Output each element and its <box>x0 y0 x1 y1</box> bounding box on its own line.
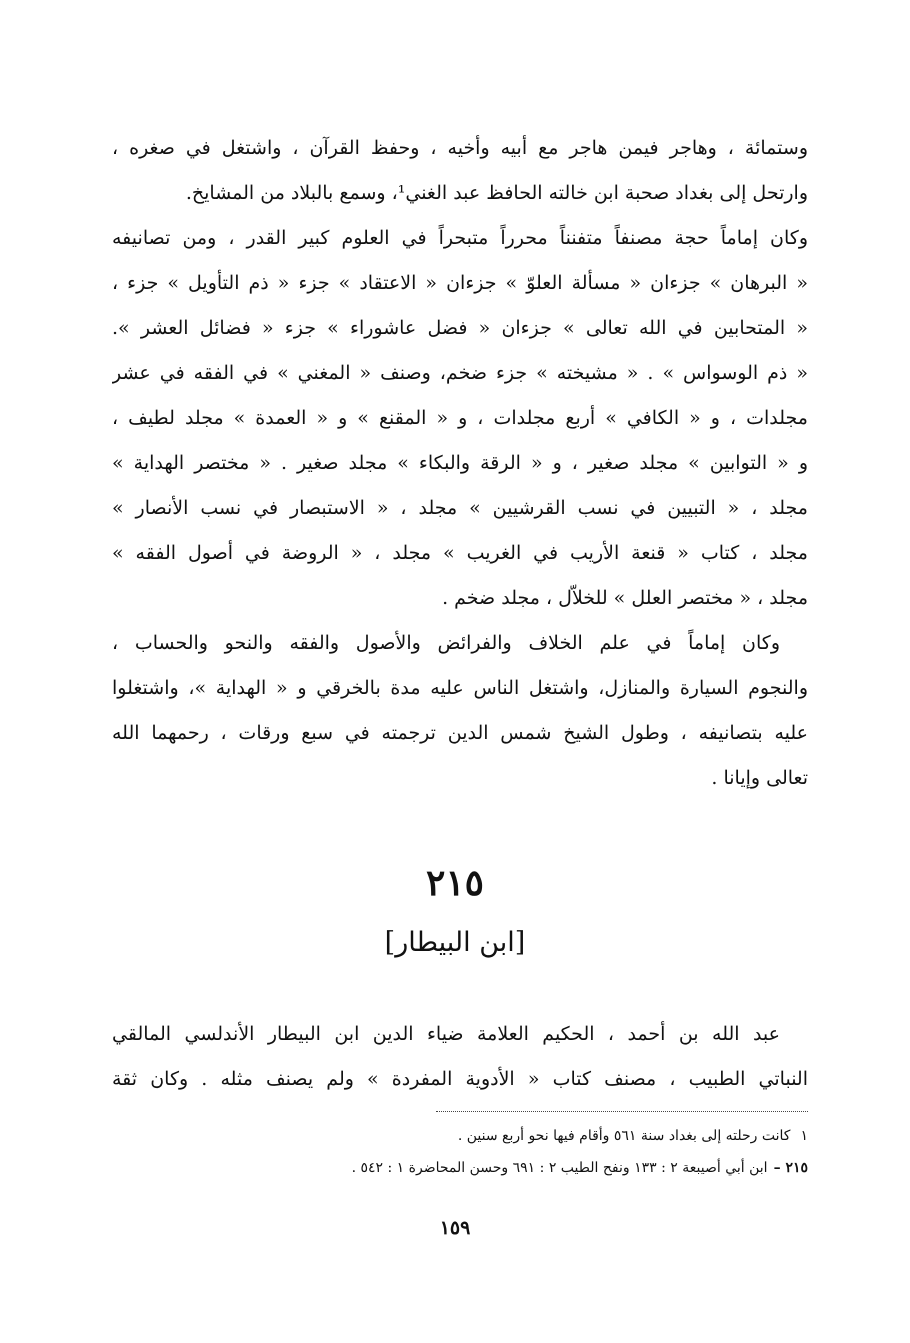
entry-title: [ابن البيطار] <box>384 927 526 958</box>
body-line: وكان إماماً في علم الخلاف والفرائض والأصول والفقه والنحو والحساب ، <box>112 632 780 654</box>
body-line: مجلد ، « مختصر العلل » للخلاّل ، مجلد ضخم . <box>442 587 808 609</box>
footnote-marker: ١ <box>800 1128 808 1144</box>
footnote-marker: ٢١٥ – <box>773 1160 808 1176</box>
body-line: « البرهان » جزءان « مسألة العلوّ » جزءان « الاعتقاد » جزء « ذم التأويل » جزء ، <box>112 272 808 294</box>
footnote <box>112 1120 808 1152</box>
body-text <box>112 126 808 801</box>
body-line: وكان إماماً حجة مصنفاً متفنناً محرراً متبحراً في العلوم كبير القدر ، ومن تصانيفه <box>112 227 808 249</box>
page-number: ١٥٩ <box>439 1217 471 1239</box>
footnote <box>112 1152 808 1184</box>
entry-line: النباتي الطبيب ، مصنف كتاب « الأدوية المفردة » ولم يصنف مثله . وكان ثقة <box>112 1068 808 1090</box>
body-line: عليه بتصانيفه ، وطول الشيخ شمس الدين ترجمته في سبع ورقات ، رحمهما الله <box>112 722 808 744</box>
body-line: وارتحل إلى بغداد صحبة ابن خالته الحافظ عبد الغني¹، وسمع بالبلاد من المشايخ. <box>185 182 808 204</box>
body-line: وستمائة ، وهاجر فيمن هاجر مع أبيه وأخيه ، وحفظ القرآن ، واشتغل في صغره ، <box>112 137 808 159</box>
footnotes <box>112 1120 808 1184</box>
footnote-text: كانت رحلته إلى بغداد سنة ٥٦١ وأقام فيها نحو أربع سنين . <box>457 1128 791 1144</box>
footnote-separator <box>436 1111 808 1112</box>
body-line: و « التوابين » مجلد صغير ، و « الرقة والبكاء » مجلد صغير . « مختصر الهداية » <box>112 452 808 474</box>
body-line: مجلد ، كتاب « قنعة الأريب في الغريب » مجلد ، « الروضة في أصول الفقه » <box>112 542 808 564</box>
body-line: « المتحابين في الله تعالى » جزءان « فضل عاشوراء » جزء « فضائل العشر ». <box>112 317 808 339</box>
entry-number: ٢١٥ <box>425 862 484 904</box>
entry-line: عبد الله بن أحمد ، الحكيم العلامة ضياء الدين ابن البيطار الأندلسي المالقي <box>112 1023 780 1045</box>
body-line: تعالى وإيانا . <box>711 767 808 789</box>
body-line: مجلد ، « التبيين في نسب القرشيين » مجلد ، « الاستبصار في نسب الأنصار » <box>112 497 808 519</box>
footnote-text: ابن أبي أصيبعة ٢ : ١٣٣ ونفح الطيب ٢ : ٦٩١ وحسن المحاضرة ١ : ٥٤٢ . <box>351 1160 768 1176</box>
body-line: مجلدات ، و « الكافي » أربع مجلدات ، و « المقنع » و « العمدة » مجلد لطيف ، <box>112 407 808 429</box>
entry-text <box>112 1012 808 1102</box>
body-line: « ذم الوسواس » . « مشيخته » جزء ضخم، وصنف « المغني » في الفقه في عشر <box>112 362 808 384</box>
body-line: والنجوم السيارة والمنازل، واشتغل الناس عليه مدة بالخرقي و « الهداية »، واشتغلوا <box>112 677 808 699</box>
